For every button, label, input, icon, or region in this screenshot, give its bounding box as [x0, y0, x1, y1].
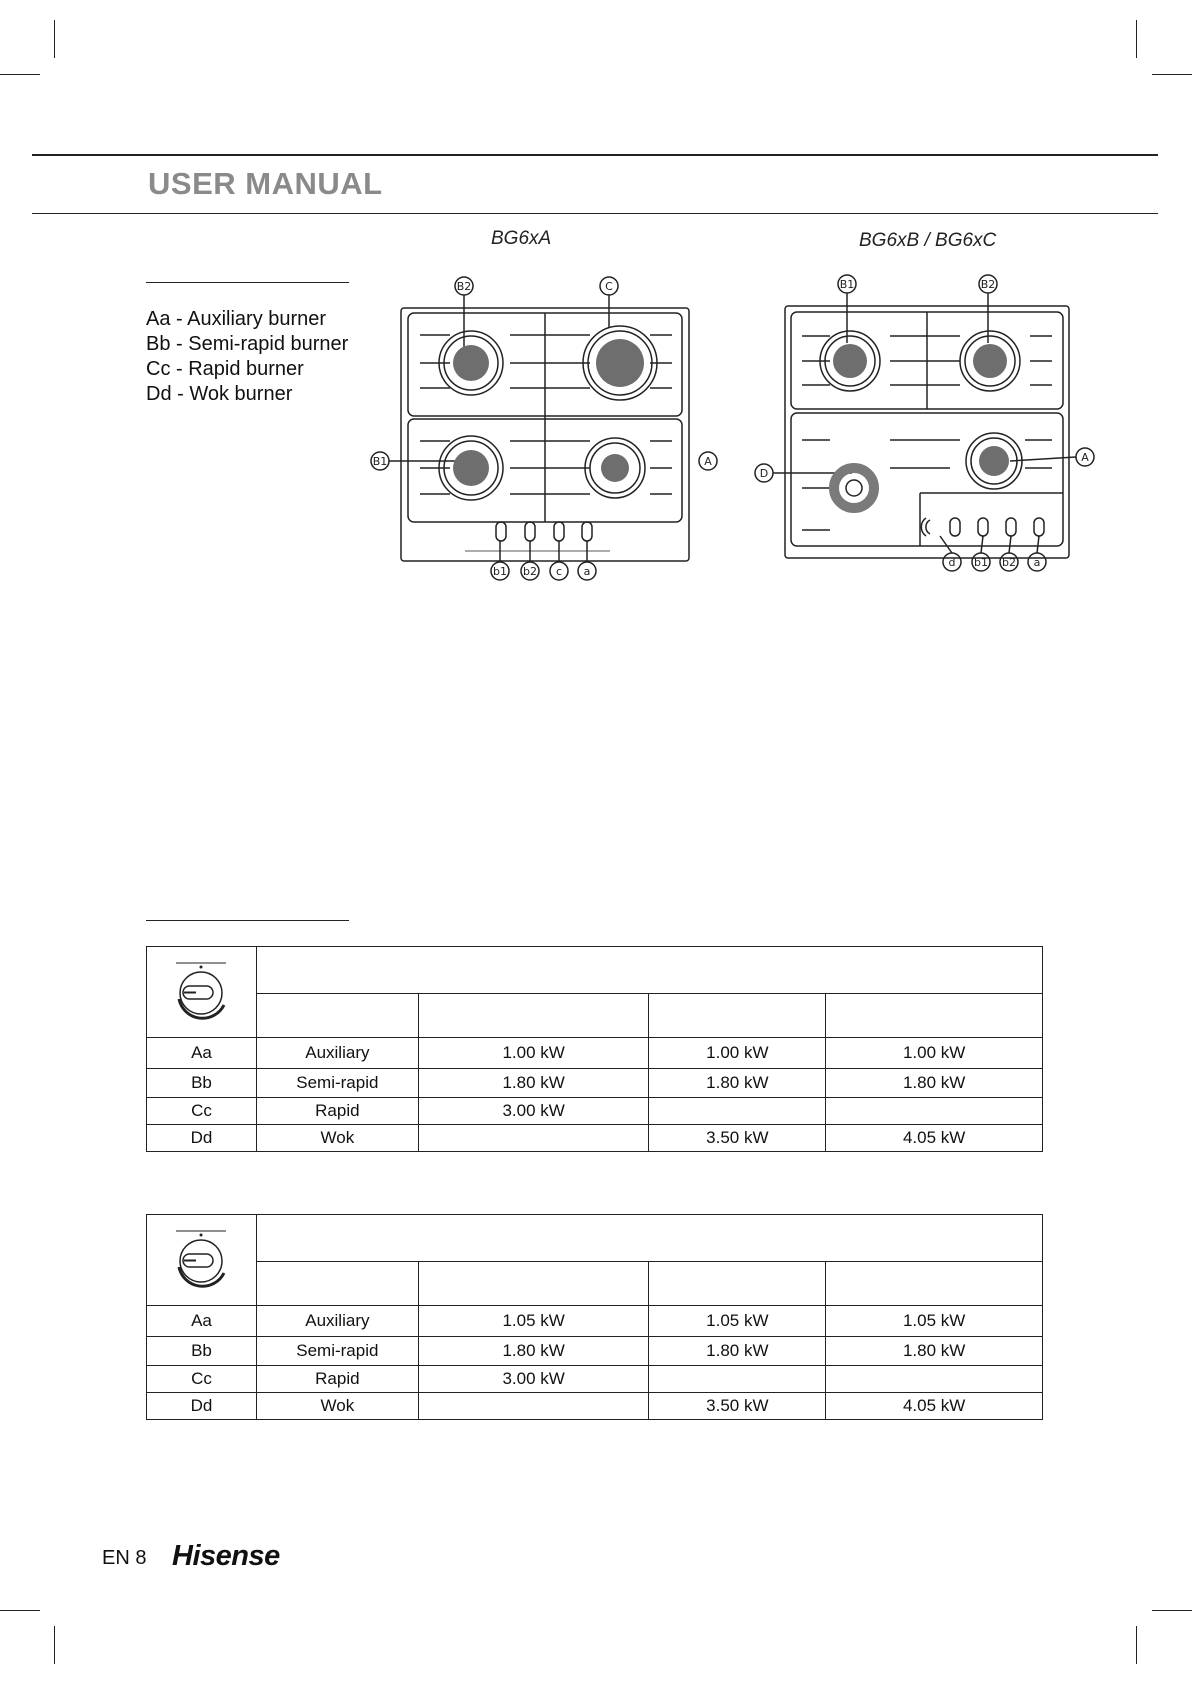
callout-label: A — [704, 455, 712, 468]
callout-label: A — [1081, 451, 1089, 464]
header-rule-top — [32, 154, 1158, 156]
burner-power-table-1 — [146, 946, 1043, 1152]
table-cell: 1.80 kW — [826, 1337, 1043, 1366]
burner-d — [834, 468, 874, 508]
table-cell: 1.80 kW — [826, 1069, 1043, 1098]
table-row — [147, 1098, 1043, 1125]
knob-icon-cell — [147, 1215, 257, 1306]
table-cell — [418, 1125, 649, 1152]
table-cell: Rapid — [256, 1098, 418, 1125]
knob-icon — [166, 1223, 236, 1293]
knob-label: b2 — [523, 565, 537, 578]
header-rule-bottom — [32, 213, 1158, 214]
table-cell: Wok — [256, 1125, 418, 1152]
legend-item: Bb - Semi-rapid burner — [146, 333, 349, 355]
header-cell — [256, 947, 1042, 994]
model-title-left: BG6xA — [491, 228, 552, 249]
crop-mark — [1136, 20, 1137, 58]
table-cell: 3.50 kW — [649, 1393, 826, 1420]
table-cell: 3.50 kW — [649, 1125, 826, 1152]
table-row — [147, 1038, 1043, 1069]
table-cell: 1.80 kW — [649, 1069, 826, 1098]
callout-label: C — [605, 280, 613, 293]
header-cell — [256, 994, 418, 1038]
crop-mark — [54, 20, 55, 58]
header-cell — [418, 1262, 649, 1306]
table-cell — [826, 1366, 1043, 1393]
burner-a — [601, 454, 629, 482]
burner-power-table-2 — [146, 1214, 1043, 1420]
table-cell: 1.05 kW — [826, 1306, 1043, 1337]
callout-label: D — [759, 467, 769, 480]
section-rule — [146, 920, 349, 921]
table-row — [147, 1393, 1043, 1420]
header-cell — [649, 1262, 826, 1306]
knob-label: c — [555, 565, 563, 578]
header-cell — [256, 1262, 418, 1306]
knob-label: d — [948, 556, 956, 569]
table-cell: 3.00 kW — [418, 1098, 649, 1125]
knob-label: a — [583, 565, 591, 578]
legend-item: Cc - Rapid burner — [146, 358, 304, 380]
callout-label: B1 — [372, 455, 388, 468]
knob-label: a — [1033, 556, 1041, 569]
burner-b2 — [453, 345, 489, 381]
hob-diagram-bg6xb — [740, 268, 1100, 586]
table-cell: Aa — [147, 1038, 257, 1069]
callout-label: B2 — [456, 280, 472, 293]
table-cell: 1.05 kW — [418, 1306, 649, 1337]
table-cell: 1.00 kW — [418, 1038, 649, 1069]
crop-mark — [0, 1610, 40, 1611]
table-row — [147, 1366, 1043, 1393]
page-title: USER MANUAL — [148, 166, 383, 201]
header-cell — [649, 994, 826, 1038]
table-cell — [649, 1098, 826, 1125]
hob-diagram-bg6xa — [360, 268, 730, 586]
table-cell: Cc — [147, 1366, 257, 1393]
table-cell: Dd — [147, 1393, 257, 1420]
legend-item: Dd - Wok burner — [146, 383, 293, 405]
table-cell: Rapid — [256, 1366, 418, 1393]
crop-mark — [1152, 1610, 1192, 1611]
header-cell — [418, 994, 649, 1038]
crop-mark — [54, 1626, 55, 1664]
burner-b1 — [453, 450, 489, 486]
section-rule — [146, 282, 349, 283]
legend-item: Aa - Auxiliary burner — [146, 308, 327, 330]
burner-a — [979, 446, 1009, 476]
table-cell: 1.05 kW — [649, 1306, 826, 1337]
header-cell — [826, 994, 1043, 1038]
table-cell: 1.80 kW — [418, 1069, 649, 1098]
table-cell: Semi-rapid — [256, 1337, 418, 1366]
table-cell: Aa — [147, 1306, 257, 1337]
knob-icon-cell — [147, 947, 257, 1038]
table-row — [147, 1125, 1043, 1152]
crop-mark — [0, 74, 40, 75]
table-cell: 3.00 kW — [418, 1366, 649, 1393]
callout-label: B2 — [980, 278, 996, 291]
knob-label: b1 — [493, 565, 507, 578]
header-cell — [826, 1262, 1043, 1306]
table-cell — [418, 1393, 649, 1420]
table-cell: Bb — [147, 1069, 257, 1098]
table-cell: Auxiliary — [256, 1306, 418, 1337]
table-row — [147, 1306, 1043, 1337]
burner-b2 — [973, 344, 1007, 378]
table-cell: Cc — [147, 1098, 257, 1125]
brand-logo: Hisense — [172, 1540, 280, 1572]
table-row — [147, 1069, 1043, 1098]
knob-label: b2 — [1002, 556, 1016, 569]
callout-label: B1 — [839, 278, 855, 291]
table-cell — [826, 1098, 1043, 1125]
table-cell: 1.00 kW — [826, 1038, 1043, 1069]
burner-b1 — [833, 344, 867, 378]
table-cell: Bb — [147, 1337, 257, 1366]
table-cell: Dd — [147, 1125, 257, 1152]
table-cell: Auxiliary — [256, 1038, 418, 1069]
page-number: EN 8 — [102, 1547, 147, 1569]
table-cell: 4.05 kW — [826, 1125, 1043, 1152]
header-cell — [256, 1215, 1042, 1262]
table-cell: Semi-rapid — [256, 1069, 418, 1098]
table-cell: 1.80 kW — [418, 1337, 649, 1366]
burner-c — [596, 339, 644, 387]
knob-label: b1 — [974, 556, 988, 569]
table-cell: 1.00 kW — [649, 1038, 826, 1069]
crop-mark — [1136, 1626, 1137, 1664]
table-row — [147, 1337, 1043, 1366]
model-title-right: BG6xB / BG6xC — [859, 230, 997, 251]
table-cell: 1.80 kW — [649, 1337, 826, 1366]
burner-legend — [146, 307, 348, 407]
table-cell — [649, 1366, 826, 1393]
table-cell: Wok — [256, 1393, 418, 1420]
knob-icon — [166, 955, 236, 1025]
table-cell: 4.05 kW — [826, 1393, 1043, 1420]
crop-mark — [1152, 74, 1192, 75]
